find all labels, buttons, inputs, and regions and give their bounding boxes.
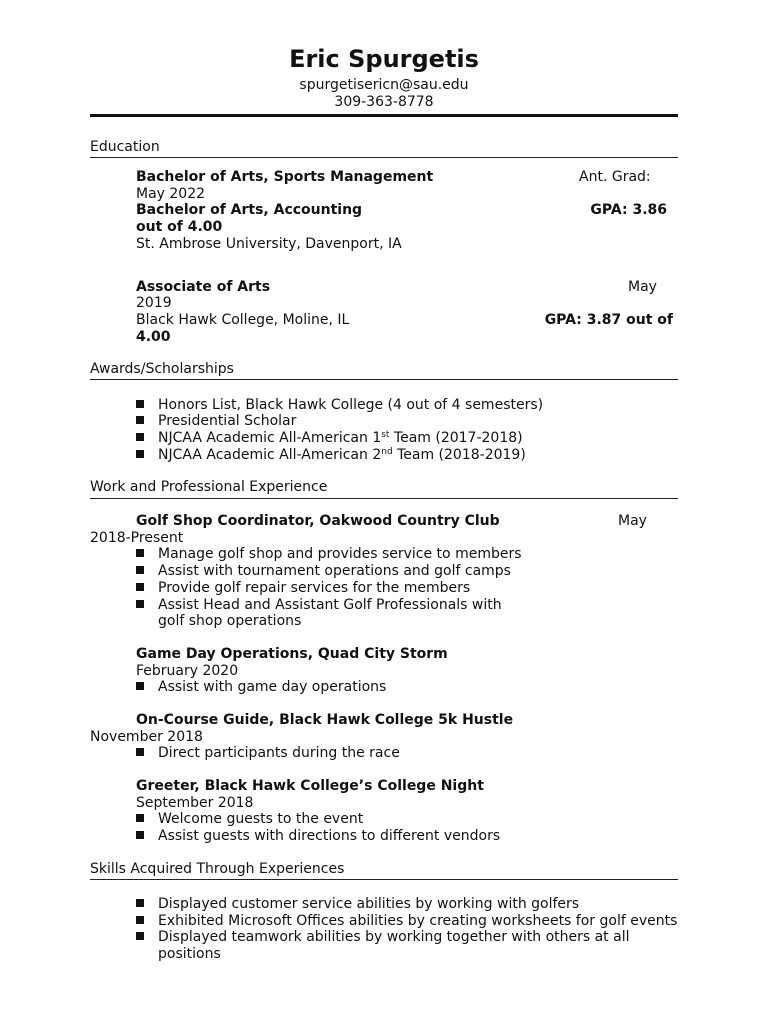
bullet-icon bbox=[136, 416, 144, 424]
list-item: Exhibited Microsoft Offices abilities by creating worksheets for golf events bbox=[136, 913, 677, 930]
job-title: On-Course Guide, Black Hawk College 5k Hustle bbox=[136, 712, 514, 728]
gpa-sau-cont: out of 4.00 bbox=[136, 219, 223, 235]
list-item-continuation: golf shop operations bbox=[158, 613, 302, 629]
gpa-bhc: GPA: 3.87 out of bbox=[544, 312, 673, 328]
list-item: Welcome guests to the event bbox=[136, 811, 363, 828]
degree-sports-management: Bachelor of Arts, Sports Management bbox=[136, 169, 434, 185]
job-date: November 2018 bbox=[90, 729, 203, 745]
list-item-continuation: positions bbox=[158, 946, 221, 962]
list-item: Provide golf repair services for the members bbox=[136, 580, 470, 597]
phone-number: 309-363-8778 bbox=[334, 94, 434, 110]
list-item: NJCAA Academic All-American 2nd Team (2018-2019) bbox=[136, 447, 526, 464]
bullet-icon bbox=[136, 600, 144, 608]
job-date: September 2018 bbox=[136, 795, 254, 811]
awards-divider bbox=[90, 379, 678, 380]
list-item: Honors List, Black Hawk College (4 out of 4 semesters) bbox=[136, 397, 543, 414]
skills-divider bbox=[90, 879, 678, 880]
bhc-date-year: 2019 bbox=[136, 295, 172, 311]
job-title: Game Day Operations, Quad City Storm bbox=[136, 646, 448, 662]
education-heading: Education bbox=[90, 139, 160, 155]
email-address: spurgetisericn@sau.edu bbox=[299, 77, 469, 93]
gpa-bhc-cont: 4.00 bbox=[136, 329, 171, 345]
bullet-icon bbox=[136, 831, 144, 839]
bullet-icon bbox=[136, 748, 144, 756]
bullet-icon bbox=[136, 549, 144, 557]
job-title: Greeter, Black Hawk College’s College Night bbox=[136, 778, 484, 794]
list-item: Assist guests with directions to different vendors bbox=[136, 828, 500, 845]
header-divider bbox=[90, 114, 678, 117]
list-item: Assist with tournament operations and golf camps bbox=[136, 563, 511, 580]
degree-accounting: Bachelor of Arts, Accounting bbox=[136, 202, 363, 218]
education-divider bbox=[90, 157, 678, 158]
bullet-icon bbox=[136, 566, 144, 574]
job-date: 2018-Present bbox=[90, 530, 184, 546]
bullet-icon bbox=[136, 450, 144, 458]
degree-associate: Associate of Arts bbox=[136, 279, 271, 295]
job-title: Golf Shop Coordinator, Oakwood Country Club bbox=[136, 513, 500, 529]
bullet-icon bbox=[136, 583, 144, 591]
grad-date: May 2022 bbox=[136, 186, 206, 202]
work-divider bbox=[90, 498, 678, 499]
school-bhc: Black Hawk College, Moline, IL bbox=[136, 312, 350, 328]
bullet-icon bbox=[136, 400, 144, 408]
list-item: Displayed customer service abilities by working with golfers bbox=[136, 896, 579, 913]
school-sau: St. Ambrose University, Davenport, IA bbox=[136, 236, 402, 252]
list-item: Manage golf shop and provides service to members bbox=[136, 546, 522, 563]
list-item: Direct participants during the race bbox=[136, 745, 400, 762]
work-heading: Work and Professional Experience bbox=[90, 479, 328, 495]
awards-heading: Awards/Scholarships bbox=[90, 361, 234, 377]
skills-heading: Skills Acquired Through Experiences bbox=[90, 861, 345, 877]
list-item: Assist with game day operations bbox=[136, 679, 386, 696]
bullet-icon bbox=[136, 433, 144, 441]
list-item: Presidential Scholar bbox=[136, 413, 296, 430]
grad-label: Ant. Grad: bbox=[579, 169, 651, 185]
bullet-icon bbox=[136, 932, 144, 940]
bhc-date-month: May bbox=[628, 279, 657, 295]
job-date: February 2020 bbox=[136, 663, 239, 679]
bullet-icon bbox=[136, 682, 144, 690]
applicant-name: Eric Spurgetis bbox=[289, 45, 479, 73]
list-item: Displayed teamwork abilities by working together with others at all bbox=[136, 929, 629, 946]
list-item: NJCAA Academic All-American 1st Team (2017-2018) bbox=[136, 430, 523, 447]
gpa-sau: GPA: 3.86 bbox=[590, 202, 667, 218]
bullet-icon bbox=[136, 814, 144, 822]
job-date-right: May bbox=[618, 513, 647, 529]
bullet-icon bbox=[136, 899, 144, 907]
list-item: Assist Head and Assistant Golf Professionals with bbox=[136, 597, 502, 614]
bullet-icon bbox=[136, 916, 144, 924]
